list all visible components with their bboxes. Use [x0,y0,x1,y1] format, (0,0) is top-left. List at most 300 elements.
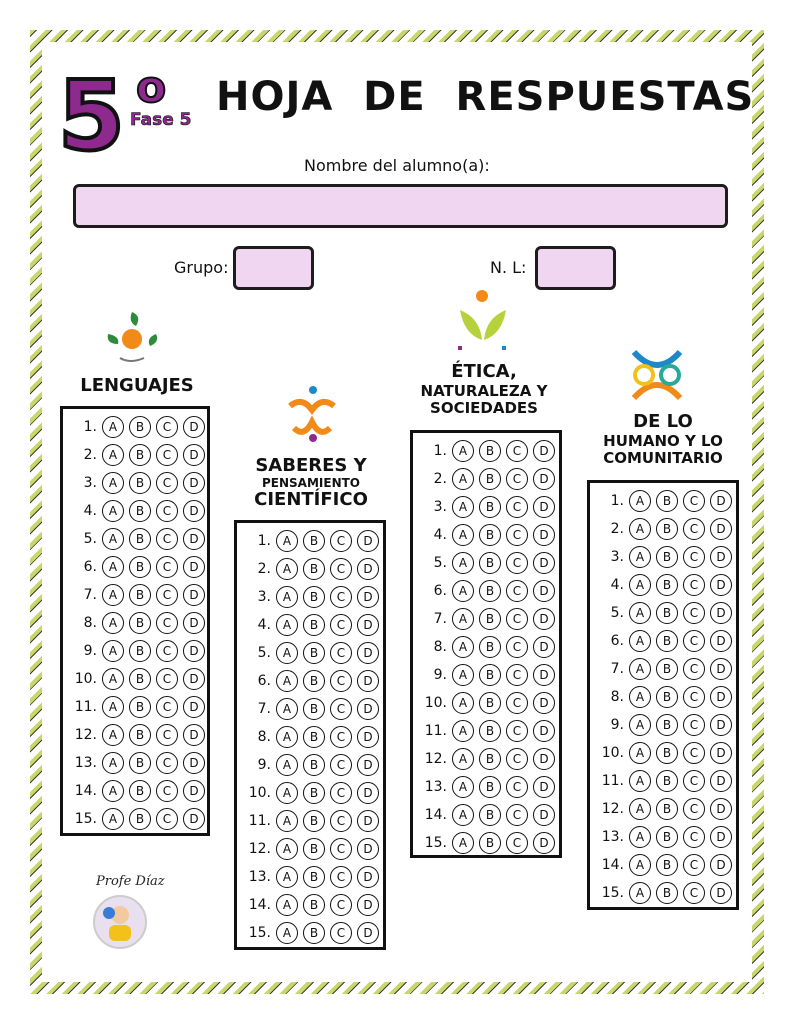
answer-bubble-b[interactable]: B [129,752,151,774]
answer-bubble-c[interactable]: C [683,602,705,624]
question-number: 5. [257,645,271,661]
answer-bubble-c[interactable]: C [506,496,528,518]
question-number: 6. [610,633,624,649]
question-row [63,497,205,525]
answer-bubble-b[interactable]: B [479,524,501,546]
answer-bubble-b[interactable]: B [656,602,678,624]
answer-bubble-d[interactable]: D [710,742,732,764]
answer-bubble-b[interactable]: B [129,556,151,578]
answer-bubble-c[interactable]: C [156,780,178,802]
answer-bubble-a[interactable]: A [276,642,298,664]
answer-bubble-a[interactable]: A [102,780,124,802]
answer-bubble-c[interactable]: C [156,584,178,606]
answer-bubble-c[interactable]: C [506,440,528,462]
answer-bubble-a[interactable]: A [276,530,298,552]
question-number: 1. [257,533,271,549]
answer-bubble-c[interactable]: C [506,636,528,658]
answer-bubble-a[interactable]: A [276,754,298,776]
answer-bubble-d[interactable]: D [710,686,732,708]
answer-bubble-d[interactable]: D [710,826,732,848]
answer-bubble-a[interactable]: A [452,468,474,490]
answer-bubble-b[interactable]: B [303,894,325,916]
answer-bubble-a[interactable]: A [102,472,124,494]
answer-bubble-b[interactable]: B [303,810,325,832]
answer-bubble-b[interactable]: B [656,546,678,568]
answer-bubble-a[interactable]: A [629,574,651,596]
answer-bubble-a[interactable]: A [452,720,474,742]
answer-bubble-c[interactable]: C [156,640,178,662]
answer-bubble-a[interactable]: A [276,726,298,748]
answer-bubble-c[interactable]: C [330,866,352,888]
answer-bubble-d[interactable]: D [183,612,205,634]
question-number: 8. [257,729,271,745]
answer-bubble-d[interactable]: D [183,528,205,550]
answer-bubble-b[interactable]: B [303,614,325,636]
answer-bubble-b[interactable]: B [479,832,501,854]
answer-bubble-a[interactable]: A [452,692,474,714]
answer-bubble-c[interactable]: C [156,556,178,578]
answer-bubble-a[interactable]: A [102,416,124,438]
answer-bubble-c[interactable]: C [156,416,178,438]
answer-bubble-d[interactable]: D [183,556,205,578]
question-row [413,465,555,493]
answer-bubble-c[interactable]: C [506,720,528,742]
answer-bubble-c[interactable]: C [330,726,352,748]
answer-bubble-d[interactable]: D [357,810,379,832]
answer-bubble-b[interactable]: B [656,742,678,764]
answer-bubble-a[interactable]: A [102,724,124,746]
answer-bubble-b[interactable]: B [479,580,501,602]
answer-bubble-d[interactable]: D [183,724,205,746]
answer-bubble-d[interactable]: D [533,636,555,658]
answer-bubble-a[interactable]: A [629,882,651,904]
answer-bubble-b[interactable]: B [129,668,151,690]
answer-bubble-c[interactable]: C [330,782,352,804]
answer-bubble-a[interactable]: A [102,640,124,662]
answer-bubble-a[interactable]: A [452,832,474,854]
answer-bubble-b[interactable]: B [303,866,325,888]
answer-bubble-b[interactable]: B [479,720,501,742]
author-avatar [93,895,147,949]
answer-bubble-b[interactable]: B [303,838,325,860]
question-row [63,665,205,693]
question-row [237,611,379,639]
answer-bubble-c[interactable]: C [330,922,352,944]
answer-bubble-a[interactable]: A [629,490,651,512]
answer-bubble-b[interactable]: B [479,804,501,826]
answer-bubble-d[interactable]: D [183,696,205,718]
answer-bubble-b[interactable]: B [129,472,151,494]
question-number: 7. [83,587,97,603]
answer-bubble-a[interactable]: A [452,440,474,462]
question-row [63,777,205,805]
answer-bubble-b[interactable]: B [129,500,151,522]
page-title: HOJA DE RESPUESTAS [216,74,755,120]
answer-bubble-a[interactable]: A [629,630,651,652]
answer-bubble-d[interactable]: D [357,558,379,580]
question-row [237,583,379,611]
answer-bubble-d[interactable]: D [710,574,732,596]
answer-bubble-b[interactable]: B [303,642,325,664]
answer-bubble-a[interactable]: A [452,664,474,686]
question-row [63,749,205,777]
answer-bubble-c[interactable]: C [683,770,705,792]
answer-bubble-c[interactable]: C [506,468,528,490]
answer-bubble-c[interactable]: C [683,574,705,596]
question-row [63,581,205,609]
answer-bubble-b[interactable]: B [656,630,678,652]
answer-bubble-d[interactable]: D [183,752,205,774]
answer-bubble-a[interactable]: A [102,696,124,718]
answer-bubble-d[interactable]: D [357,642,379,664]
subject-title-humano [582,412,744,467]
question-row [413,605,555,633]
question-row [413,717,555,745]
answer-bubble-b[interactable]: B [479,468,501,490]
answer-bubble-b[interactable]: B [129,724,151,746]
question-row [237,723,379,751]
answer-bubble-d[interactable]: D [533,496,555,518]
answer-bubble-a[interactable]: A [276,894,298,916]
answer-bubble-b[interactable]: B [656,658,678,680]
answer-bubble-d[interactable]: D [357,922,379,944]
answer-bubble-a[interactable]: A [102,556,124,578]
answer-bubble-b[interactable]: B [479,664,501,686]
answer-bubble-c[interactable]: C [156,612,178,634]
answer-bubble-b[interactable]: B [129,640,151,662]
answer-bubble-d[interactable]: D [710,630,732,652]
answer-bubble-a[interactable]: A [102,668,124,690]
answer-bubble-a[interactable]: A [452,524,474,546]
subject-line: DE LO [633,411,693,432]
answer-bubble-c[interactable]: C [156,668,178,690]
answer-bubble-c[interactable]: C [156,696,178,718]
answer-bubble-d[interactable]: D [183,668,205,690]
answer-bubble-b[interactable]: B [656,854,678,876]
question-number: 11. [74,699,97,715]
nl-field[interactable] [535,246,616,290]
question-number: 12. [424,751,447,767]
answer-bubble-d[interactable]: D [183,584,205,606]
answer-bubble-a[interactable]: A [452,636,474,658]
answer-bubble-d[interactable]: D [357,698,379,720]
question-row [237,779,379,807]
answer-bubble-b[interactable]: B [303,782,325,804]
answer-bubble-a[interactable]: A [629,770,651,792]
answer-bubble-b[interactable]: B [303,754,325,776]
answer-bubble-a[interactable]: A [629,602,651,624]
answer-bubble-d[interactable]: D [533,552,555,574]
answer-bubble-d[interactable]: D [357,782,379,804]
answer-bubble-c[interactable]: C [683,742,705,764]
answer-bubble-c[interactable]: C [330,698,352,720]
question-number: 14. [424,807,447,823]
question-row [590,571,732,599]
answer-bubble-d[interactable]: D [533,608,555,630]
subject-line: COMUNITARIO [603,448,723,467]
answer-bubble-c[interactable]: C [683,490,705,512]
question-row [237,667,379,695]
question-row [590,487,732,515]
answer-bubble-d[interactable]: D [533,580,555,602]
answer-bubble-b[interactable]: B [129,780,151,802]
author-signature: Profe Díaz [96,874,165,889]
answer-bubble-a[interactable]: A [629,686,651,708]
answer-bubble-b[interactable]: B [479,496,501,518]
answer-bubble-d[interactable]: D [533,720,555,742]
answer-bubble-b[interactable]: B [479,552,501,574]
answer-bubble-a[interactable]: A [102,500,124,522]
answer-bubble-a[interactable]: A [629,742,651,764]
answer-bubble-b[interactable]: B [303,670,325,692]
answer-bubble-d[interactable]: D [710,770,732,792]
answer-bubble-b[interactable]: B [129,416,151,438]
answer-bubble-c[interactable]: C [506,580,528,602]
answer-bubble-a[interactable]: A [276,614,298,636]
answer-bubble-c[interactable]: C [330,642,352,664]
question-number: 13. [74,755,97,771]
answer-bubble-d[interactable]: D [183,472,205,494]
answer-bubble-a[interactable]: A [102,808,124,830]
question-row [590,711,732,739]
answer-bubble-c[interactable]: C [506,608,528,630]
answer-bubble-a[interactable]: A [452,552,474,574]
answer-bubble-b[interactable]: B [656,686,678,708]
answer-bubble-d[interactable]: D [533,440,555,462]
subject-line: SABERES Y [255,455,367,476]
answer-bubble-a[interactable]: A [629,518,651,540]
answer-bubble-c[interactable]: C [683,714,705,736]
answer-bubble-d[interactable]: D [183,640,205,662]
answer-bubble-b[interactable]: B [656,574,678,596]
answer-bubble-a[interactable]: A [102,612,124,634]
answer-bubble-d[interactable]: D [533,524,555,546]
answer-bubble-d[interactable]: D [357,754,379,776]
answer-bubble-d[interactable]: D [710,854,732,876]
answer-bubble-c[interactable]: C [156,808,178,830]
question-row [63,469,205,497]
answer-bubble-d[interactable]: D [533,692,555,714]
answer-bubble-d[interactable]: D [357,586,379,608]
answer-bubble-c[interactable]: C [506,804,528,826]
subject-line: NATURALEZA Y [420,381,548,400]
answer-bubble-d[interactable]: D [183,500,205,522]
answer-bubble-c[interactable]: C [330,530,352,552]
saberes-icon [280,384,346,446]
answer-bubble-c[interactable]: C [506,664,528,686]
answer-bubble-a[interactable]: A [276,922,298,944]
question-number: 5. [610,605,624,621]
answer-bubble-b[interactable]: B [303,558,325,580]
answer-bubble-d[interactable]: D [710,882,732,904]
question-number: 2. [610,521,624,537]
answer-bubble-a[interactable]: A [452,776,474,798]
answer-bubble-a[interactable]: A [452,748,474,770]
answer-bubble-d[interactable]: D [533,468,555,490]
question-row [63,805,205,833]
answer-bubble-b[interactable]: B [656,882,678,904]
answer-bubble-b[interactable]: B [656,714,678,736]
answer-bubble-c[interactable]: C [330,754,352,776]
nl-label: N. L: [490,258,527,277]
answer-bubble-a[interactable]: A [276,810,298,832]
answer-bubble-b[interactable]: B [479,608,501,630]
question-number: 4. [83,503,97,519]
question-row [590,599,732,627]
answer-bubble-d[interactable]: D [533,776,555,798]
answer-bubble-c[interactable]: C [506,748,528,770]
answer-bubble-d[interactable]: D [533,832,555,854]
answer-bubble-b[interactable]: B [303,698,325,720]
answer-bubble-a[interactable]: A [629,658,651,680]
answer-bubble-d[interactable]: D [710,546,732,568]
answer-bubble-c[interactable]: C [330,838,352,860]
answer-bubble-d[interactable]: D [357,670,379,692]
answer-bubble-b[interactable]: B [656,770,678,792]
answer-bubble-c[interactable]: C [156,528,178,550]
name-field[interactable] [73,184,728,228]
question-number: 9. [433,667,447,683]
answer-bubble-d[interactable]: D [710,490,732,512]
answer-bubble-c[interactable]: C [330,894,352,916]
answer-bubble-a[interactable]: A [276,866,298,888]
answer-bubble-a[interactable]: A [452,580,474,602]
answer-bubble-a[interactable]: A [276,670,298,692]
answer-bubble-c[interactable]: C [683,658,705,680]
group-field[interactable] [233,246,314,290]
answer-bubble-b[interactable]: B [129,528,151,550]
answer-bubble-b[interactable]: B [303,586,325,608]
answer-bubble-b[interactable]: B [479,776,501,798]
answer-bubble-d[interactable]: D [357,894,379,916]
answer-bubble-c[interactable]: C [506,552,528,574]
question-number: 1. [83,419,97,435]
answer-bubble-d[interactable]: D [710,714,732,736]
answer-bubble-d[interactable]: D [357,614,379,636]
answer-bubble-b[interactable]: B [129,696,151,718]
answer-bubble-c[interactable]: C [506,832,528,854]
answer-bubble-b[interactable]: B [303,530,325,552]
answer-bubble-c[interactable]: C [156,752,178,774]
answer-bubble-a[interactable]: A [452,804,474,826]
answer-bubble-a[interactable]: A [102,752,124,774]
answer-bubble-c[interactable]: C [506,776,528,798]
question-number: 2. [257,561,271,577]
answer-bubble-c[interactable]: C [683,826,705,848]
answer-bubble-d[interactable]: D [357,530,379,552]
answer-bubble-a[interactable]: A [629,798,651,820]
answer-bubble-a[interactable]: A [629,546,651,568]
question-number: 10. [424,695,447,711]
question-row [237,695,379,723]
answer-bubble-c[interactable]: C [506,524,528,546]
answer-bubble-a[interactable]: A [276,782,298,804]
answer-bubble-d[interactable]: D [710,798,732,820]
answer-bubble-c[interactable]: C [683,546,705,568]
answer-bubble-c[interactable]: C [330,558,352,580]
answer-bubble-d[interactable]: D [533,664,555,686]
answer-bubble-c[interactable]: C [156,500,178,522]
answer-bubble-b[interactable]: B [656,826,678,848]
answer-bubble-b[interactable]: B [479,636,501,658]
answer-bubble-d[interactable]: D [357,866,379,888]
answer-bubble-a[interactable]: A [102,584,124,606]
answer-bubble-b[interactable]: B [479,692,501,714]
question-row [413,745,555,773]
answer-bubble-c[interactable]: C [506,692,528,714]
answer-bubble-d[interactable]: D [183,416,205,438]
answer-bubble-b[interactable]: B [479,440,501,462]
answer-bubble-a[interactable]: A [629,854,651,876]
answer-bubble-b[interactable]: B [129,584,151,606]
answer-bubble-b[interactable]: B [656,490,678,512]
question-row [590,543,732,571]
answer-bubble-c[interactable]: C [683,798,705,820]
answer-bubble-a[interactable]: A [276,558,298,580]
answer-bubble-a[interactable]: A [276,586,298,608]
answer-bubble-c[interactable]: C [683,854,705,876]
answer-bubble-c[interactable]: C [683,518,705,540]
question-number: 2. [433,471,447,487]
phase-label: Fase 5 [130,110,192,130]
answer-bubble-b[interactable]: B [129,612,151,634]
question-number: 10. [248,785,271,801]
answer-bubble-c[interactable]: C [330,810,352,832]
answer-bubble-d[interactable]: D [183,808,205,830]
answer-bubble-b[interactable]: B [303,922,325,944]
answer-bubble-a[interactable]: A [276,838,298,860]
answer-bubble-a[interactable]: A [629,826,651,848]
answer-bubble-d[interactable]: D [710,518,732,540]
answer-bubble-c[interactable]: C [156,724,178,746]
answer-bubble-c[interactable]: C [156,444,178,466]
answer-bubble-d[interactable]: D [183,444,205,466]
answer-bubble-c[interactable]: C [156,472,178,494]
answer-bubble-b[interactable]: B [129,808,151,830]
question-row [237,863,379,891]
answer-bubble-c[interactable]: C [683,630,705,652]
answer-bubble-c[interactable]: C [683,686,705,708]
answer-bubble-a[interactable]: A [276,698,298,720]
question-number: 11. [424,723,447,739]
answer-bubble-c[interactable]: C [330,586,352,608]
answer-bubble-b[interactable]: B [656,798,678,820]
answer-bubble-b[interactable]: B [129,444,151,466]
answer-bubble-b[interactable]: B [656,518,678,540]
question-row [413,773,555,801]
answer-bubble-b[interactable]: B [479,748,501,770]
answer-bubble-c[interactable]: C [683,882,705,904]
answer-bubble-d[interactable]: D [183,780,205,802]
answer-bubble-d[interactable]: D [710,658,732,680]
answer-bubble-c[interactable]: C [330,670,352,692]
answer-bubble-d[interactable]: D [533,748,555,770]
answer-bubble-d[interactable]: D [357,838,379,860]
question-number: 3. [610,549,624,565]
question-number: 8. [83,615,97,631]
answer-bubble-a[interactable]: A [102,528,124,550]
answer-bubble-d[interactable]: D [533,804,555,826]
answer-bubble-d[interactable]: D [357,726,379,748]
answer-bubble-d[interactable]: D [710,602,732,624]
answer-bubble-a[interactable]: A [102,444,124,466]
answer-bubble-c[interactable]: C [330,614,352,636]
question-number: 3. [83,475,97,491]
answer-bubble-a[interactable]: A [452,608,474,630]
answer-bubble-a[interactable]: A [452,496,474,518]
answer-bubble-b[interactable]: B [303,726,325,748]
answer-bubble-a[interactable]: A [629,714,651,736]
